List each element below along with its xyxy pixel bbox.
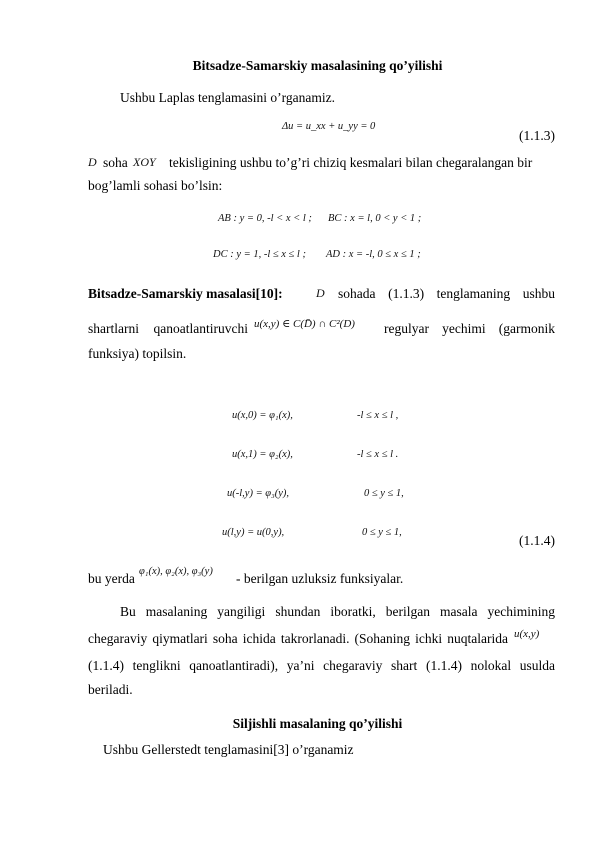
- domain-symbol-inline: D: [316, 286, 325, 300]
- paragraph-formula: u(x,y): [514, 628, 540, 640]
- condition-2-range: -l ≤ x ≤ l .: [357, 449, 399, 460]
- section-title: Bitsadze-Samarskiy masalasining qo’yilishi: [192, 58, 443, 73]
- given-text-end: - berilgan uzluksiz funksiyalar.: [236, 571, 404, 586]
- problem-text-line2-start: shartlarni qanoatlantiruvchi: [88, 321, 248, 336]
- problem-heading: Bitsadze-Samarskiy masalasi[10]:: [88, 286, 283, 301]
- problem-text-line2-end: regulyar yechimi (garmonik: [384, 321, 555, 336]
- plane-symbol: XOY: [133, 155, 156, 169]
- condition-3: u(-l,y) = φ₃(y),: [227, 488, 290, 499]
- section2-intro: Ushbu Gellerstedt tenglamasini[3] o’rganamiz: [103, 742, 354, 757]
- paragraph-line3: (1.1.4) tenglikni qanoatlantiradi), ya’ni chegaraviy shart (1.1.4) nolokal usulda: [88, 658, 555, 673]
- domain-symbol: D: [88, 155, 97, 169]
- problem-text-line3: funksiya) topilsin.: [88, 346, 187, 361]
- regularity-formula: u(x,y) ∈ C(D̄) ∩ C²(D): [254, 318, 355, 330]
- intro-text: Ushbu Laplas tenglamasini o’rganamiz.: [120, 90, 335, 105]
- boundary-bc: BC : x = l, 0 < y < 1 ;: [328, 213, 422, 224]
- domain-description-cont: bog’lamli sohasi bo’lsin:: [88, 178, 223, 193]
- paragraph-line2: chegaraviy qiymatlari soha ichida takrorlanadi. (Sohaning ichki nuqtalarida: [88, 631, 508, 646]
- condition-4-range: 0 ≤ y ≤ 1,: [362, 527, 402, 538]
- given-text-start: bu yerda: [88, 571, 135, 586]
- domain-word: soha: [103, 155, 128, 170]
- section-title-2: Siljishli masalaning qo’yilishi: [232, 716, 403, 731]
- condition-1-range: -l ≤ x ≤ l ,: [357, 410, 399, 421]
- condition-4: u(l,y) = u(0,y),: [222, 527, 285, 538]
- condition-2: u(x,1) = φ₂(x),: [232, 449, 293, 460]
- given-functions: φ₁(x), φ₂(x), φ₃(y): [139, 566, 213, 577]
- paragraph-line4: beriladi.: [88, 682, 133, 697]
- laplace-equation: Δu = u_xx + u_yy = 0: [282, 121, 376, 132]
- boundary-dc: DC : y = 1, -l ≤ x ≤ l ;: [213, 249, 306, 260]
- condition-1: u(x,0) = φ₁(x),: [232, 410, 293, 421]
- condition-3-range: 0 ≤ y ≤ 1,: [364, 488, 404, 499]
- equation-number: (1.1.3): [519, 128, 555, 143]
- problem-text-line1: sohada (1.1.3) tenglamaning ushbu: [338, 286, 555, 301]
- boundary-ab: AB : y = 0, -l < x < l ;: [218, 213, 312, 224]
- paragraph-line1: Bu masalaning yangiligi shundan iboratki, berilgan masala yechimining: [120, 604, 555, 619]
- equation-number-2: (1.1.4): [519, 533, 555, 548]
- domain-description: tekisligining ushbu to’g’ri chiziq kesmalari bilan chegaralangan bir: [169, 155, 533, 170]
- boundary-ad: AD : x = -l, 0 ≤ x ≤ 1 ;: [326, 249, 421, 260]
